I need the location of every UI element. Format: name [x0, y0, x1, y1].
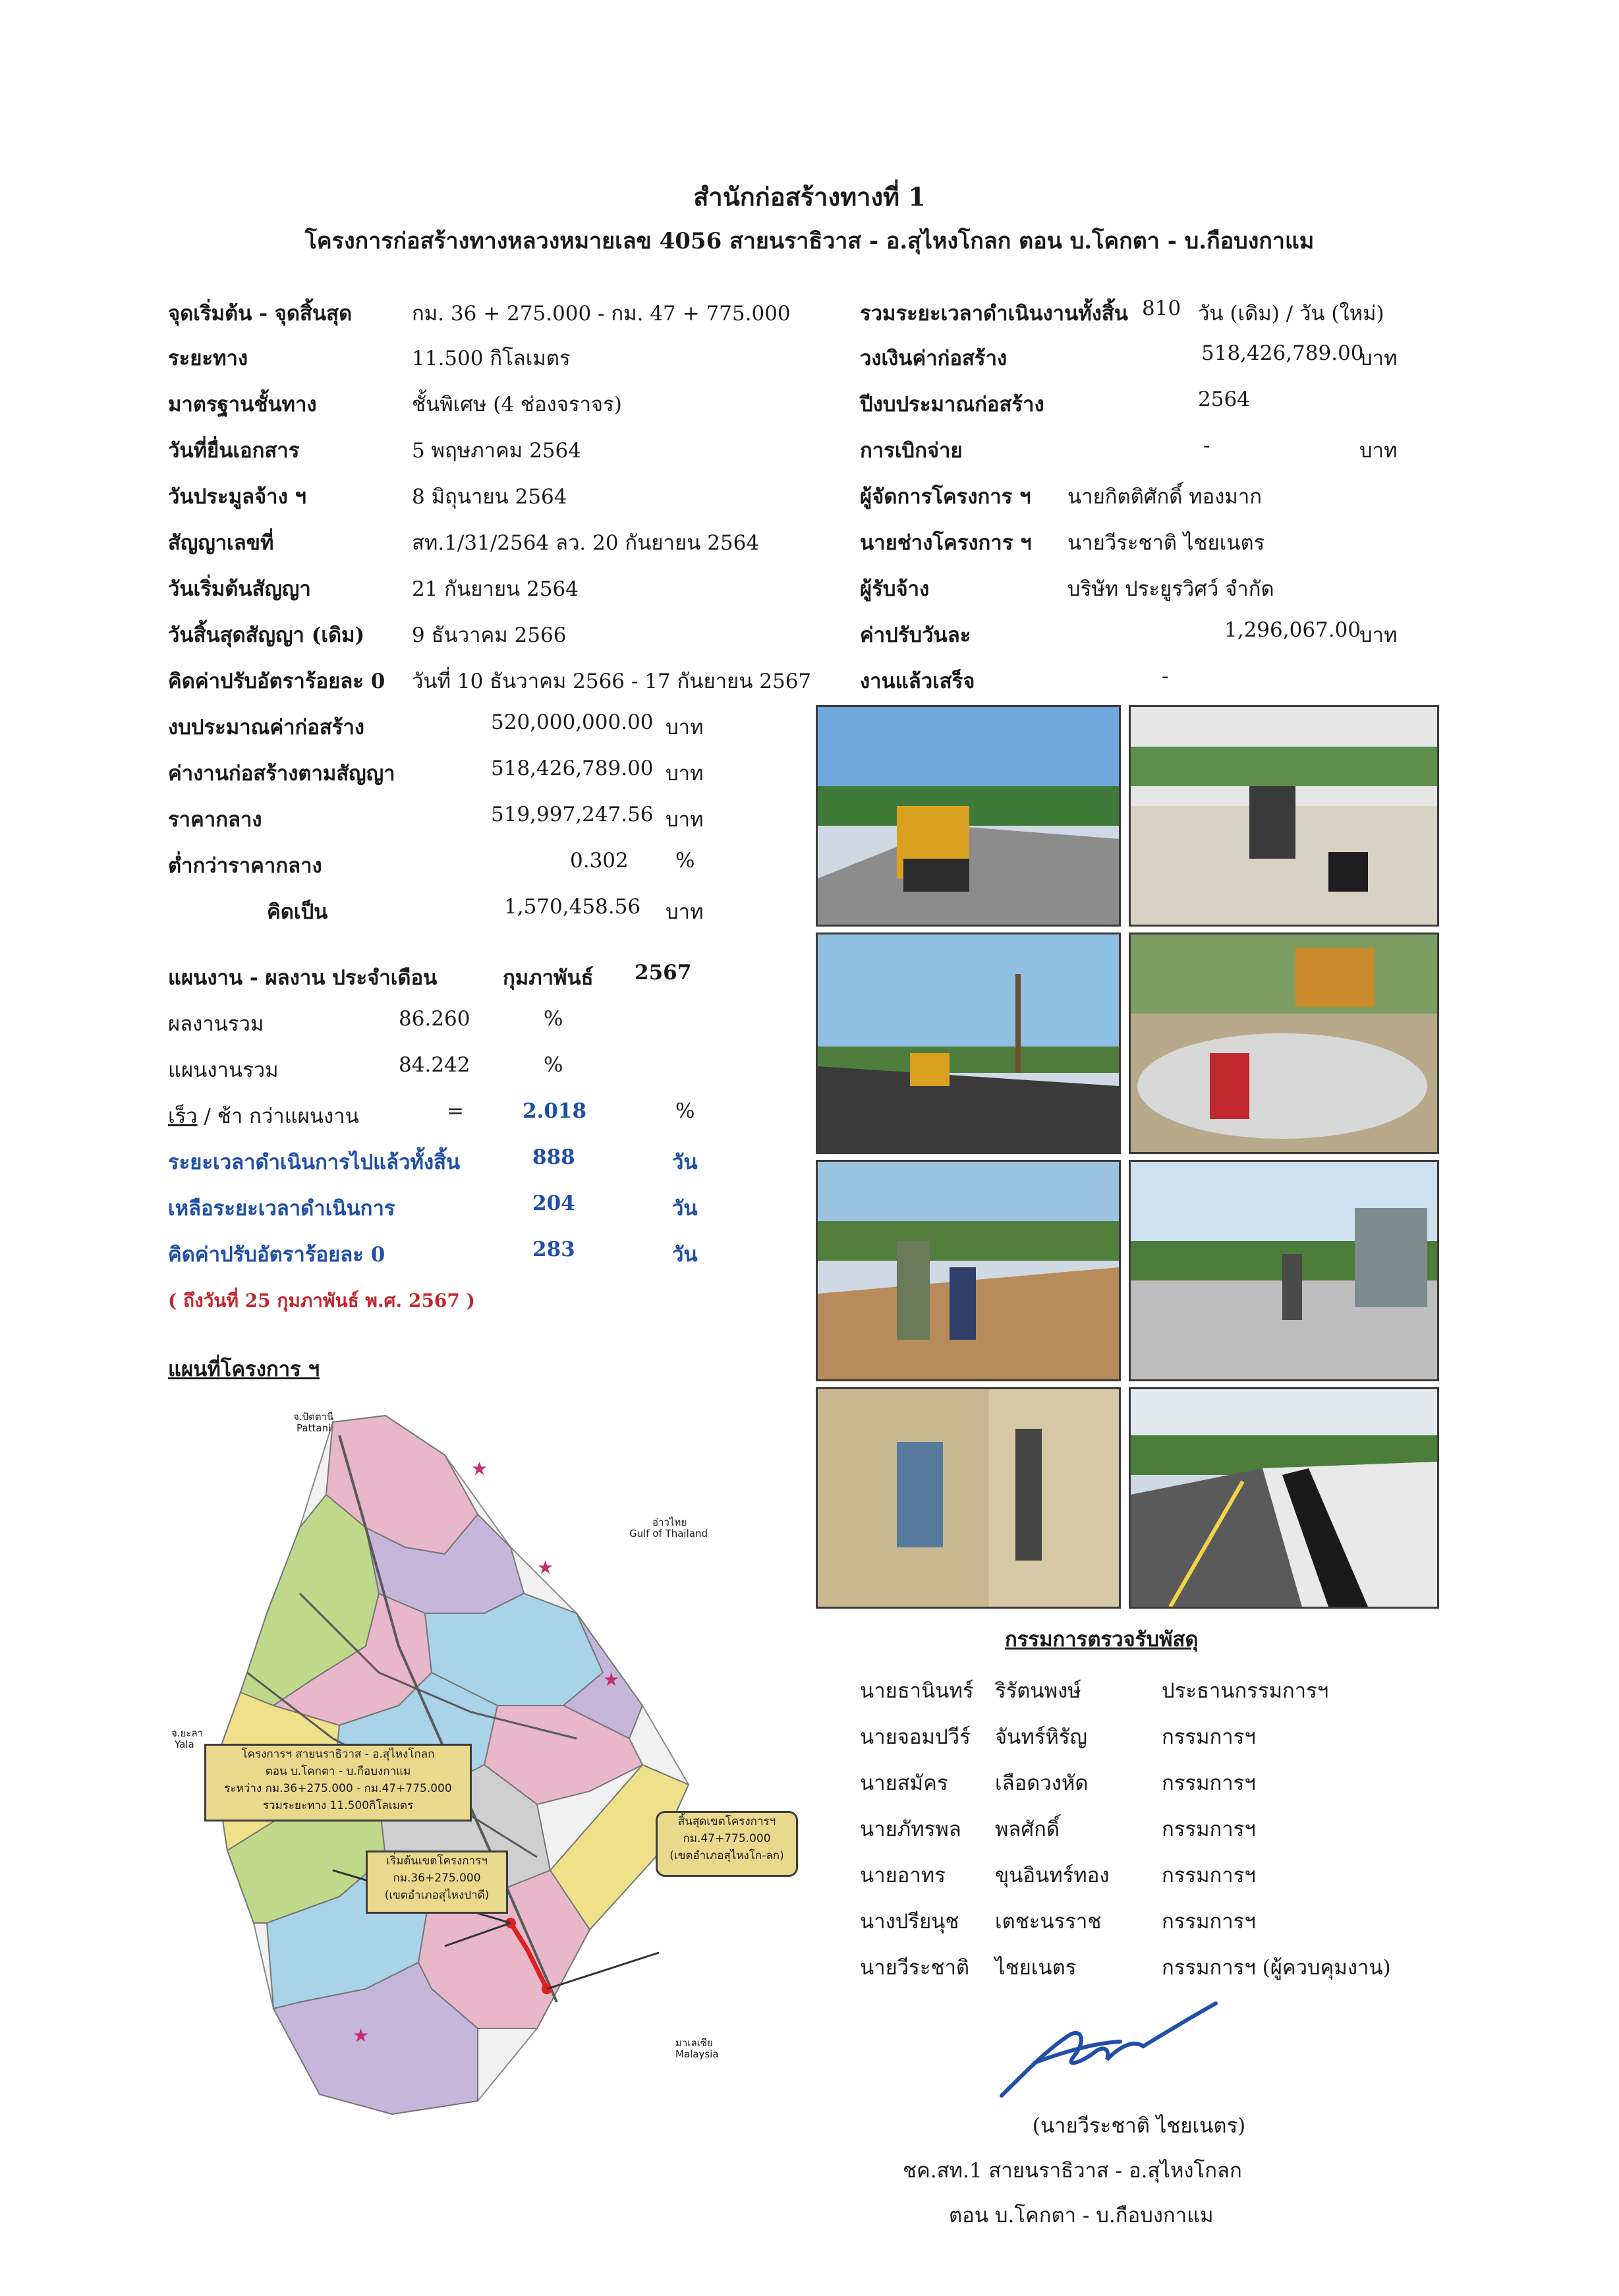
label-gulf-th: อ่าวไทย [652, 1516, 687, 1528]
penalty-unit: วัน [672, 1243, 698, 1267]
member-first: นายภัทรพล [860, 1818, 961, 1841]
photo-worker-curb [816, 1387, 1121, 1609]
info-value: 9 ธันวาคม 2566 [412, 623, 567, 647]
info-value: 8 มิถุนายน 2564 [412, 485, 567, 509]
info-value: กม. 36 + 275.000 - กม. 47 + 775.000 [412, 302, 791, 326]
result-value: 86.260 [399, 1007, 470, 1031]
result-label: ผลงานรวม [168, 1012, 264, 1036]
map-heading: แผนที่โครงการ ฯ [168, 1358, 320, 1381]
info-label: งานแล้วเสร็จ [860, 670, 975, 693]
office-title: สำนักก่อสร้างทางที่ 1 [693, 182, 926, 212]
info-label: วันประมูลจ้าง ฯ [168, 485, 306, 509]
info-unit: บาท [1359, 623, 1398, 647]
total-duration-unit: วัน (เดิม) / วัน (ใหม่) [1198, 302, 1384, 326]
budget-unit: บาท [666, 716, 704, 739]
member-first: นายวีระชาติ [860, 1956, 970, 1980]
elapsed-label: ระยะเวลาดำเนินการไปแล้วทั้งสิ้น [168, 1151, 461, 1174]
member-first: นางปรียนุช [860, 1910, 959, 1934]
info-label: วันสิ้นสุดสัญญา (เดิม) [168, 623, 365, 647]
budget-value: 0.302 [570, 849, 629, 873]
progress-heading: แผนงาน - ผลงาน ประจำเดือน [168, 966, 438, 990]
label-pattani-en: Pattani [297, 1422, 331, 1434]
remain-value: 204 [532, 1191, 575, 1215]
total-duration-value: 810 [1142, 297, 1181, 320]
member-role: กรรมการฯ (ผู้ควบคุมงาน) [1162, 1956, 1391, 1980]
signer-position-1: ชค.สท.1 สายนราธิวาส - อ.สุไหงโกลก [903, 2159, 1242, 2183]
progress-year: 2567 [635, 961, 692, 985]
photo-worker-survey [1129, 705, 1439, 927]
info-label: วันที่ยื่นเอกสาร [168, 439, 300, 463]
budget-label: ค่างานก่อสร้างตามสัญญา [168, 762, 395, 786]
info-value: นายวีระชาติ ไชยเนตร [1067, 531, 1265, 555]
svg-text:★: ★ [471, 1458, 488, 1479]
info-value: บริษัท ประยูรวิศว์ จำกัด [1067, 577, 1274, 601]
member-last: ริรัตนพงษ์ [995, 1679, 1081, 1703]
info-value: วันที่ 10 ธันวาคม 2566 - 17 กันยายน 2567 [412, 670, 812, 693]
callout-line: ตอน บ.โคกตา - บ.กือบงกาแม [265, 1765, 411, 1778]
project-map [168, 1396, 784, 2140]
member-first: นายธานินทร์ [860, 1679, 974, 1703]
budget-label: ต่ำกว่าราคากลาง [168, 854, 322, 878]
callout-end [656, 1811, 798, 1877]
callout-line: (เขตอำเภอสุไหงโก-ลก) [669, 1849, 784, 1862]
callout-line: กม.36+275.000 [393, 1872, 481, 1885]
photo-pipe-culvert [1129, 933, 1439, 1154]
elapsed-value: 888 [532, 1145, 575, 1169]
member-first: นายอาทร [860, 1864, 946, 1887]
info-value: 2564 [1198, 387, 1250, 411]
budget-unit: บาท [666, 762, 704, 786]
callout-start [366, 1851, 508, 1914]
budget-unit: บาท [666, 900, 704, 924]
photo-road-roller [816, 705, 1121, 927]
info-value: 518,426,789.00 [1201, 341, 1364, 365]
plan-value: 84.242 [399, 1053, 470, 1077]
plan-label: แผนงานรวม [168, 1058, 279, 1082]
callout-line: กม.47+775.000 [683, 1832, 771, 1845]
info-value: - [1203, 434, 1210, 457]
slow-word: / ช้า กว่าแผนงาน [197, 1105, 359, 1128]
remain-label: เหลือระยะเวลาดำเนินการ [168, 1197, 395, 1220]
info-label: นายช่างโครงการ ฯ [860, 531, 1032, 555]
info-label: ผู้รับจ้าง [860, 577, 930, 601]
info-unit: บาท [1359, 347, 1398, 370]
member-role: กรรมการฯ [1162, 1771, 1256, 1795]
info-label: สัญญาเลขที่ [168, 531, 274, 555]
budget-value: 519,997,247.56 [491, 803, 654, 826]
budget-unit: บาท [666, 808, 704, 832]
member-last: เตชะนรราช [995, 1910, 1102, 1934]
info-label: ค่าปรับวันละ [860, 623, 971, 647]
svg-text:★: ★ [537, 1557, 554, 1578]
info-label: ผู้จัดการโครงการ ฯ [860, 485, 1031, 509]
info-unit: บาท [1359, 439, 1398, 463]
committee-heading: กรรมการตรวจรับพัสดุ [1005, 1628, 1199, 1651]
budget-value: 1,570,458.56 [504, 895, 641, 919]
budget-label: คิดเป็น [267, 900, 328, 924]
member-last: จันทร์หิรัญ [995, 1725, 1087, 1749]
remain-unit: วัน [672, 1197, 698, 1220]
photo-barrier-work [1129, 1160, 1439, 1381]
label-yala-th: จ.ยะลา [171, 1727, 204, 1739]
info-value: 1,296,067.00 [1224, 618, 1361, 642]
photo-roller-asphalt [816, 933, 1121, 1154]
fast-value: 2.018 [523, 1099, 587, 1123]
label-pattani-th: จ.ปัตตานี [293, 1411, 334, 1423]
total-duration-label: รวมระยะเวลาดำเนินงานทั้งสิ้น [860, 302, 1128, 326]
result-unit: % [544, 1007, 563, 1031]
info-label: จุดเริ่มต้น - จุดสิ้นสุด [168, 302, 353, 326]
progress-month: กุมภาพันธ์ [503, 966, 594, 990]
info-value: สท.1/31/2564 ลว. 20 กันยายน 2564 [412, 531, 760, 555]
info-value: - [1162, 664, 1169, 688]
penalty-label: คิดค่าปรับอัตราร้อยละ 0 [168, 1243, 385, 1267]
member-first: นายสมัคร [860, 1771, 948, 1795]
svg-text:★: ★ [603, 1669, 620, 1690]
equals-sign: = [447, 1099, 464, 1123]
info-label: วันเริ่มต้นสัญญา [168, 577, 311, 601]
budget-value: 520,000,000.00 [491, 710, 654, 734]
member-last: ไชยเนตร [995, 1956, 1077, 1980]
info-label: ระยะทาง [168, 347, 248, 370]
label-gulf-en: Gulf of Thailand [629, 1528, 708, 1539]
member-role: กรรมการฯ [1162, 1910, 1256, 1934]
info-label: มาตรฐานชั้นทาง [168, 393, 317, 416]
callout-line: รวมระยะทาง 11.500กิโลเมตร [262, 1799, 414, 1812]
info-value: 21 กันยายน 2564 [412, 577, 579, 601]
member-role: ประธานกรรมการฯ [1162, 1679, 1329, 1703]
info-label: ปีงบประมาณก่อสร้าง [860, 393, 1044, 416]
member-last: ขุนอินทร์ทอง [995, 1864, 1110, 1887]
member-role: กรรมการฯ [1162, 1818, 1256, 1841]
fast-unit: % [675, 1099, 695, 1123]
info-label: วงเงินค่าก่อสร้าง [860, 347, 1008, 370]
callout-line: สิ้นสุดเขตโครงการฯ [677, 1815, 776, 1828]
svg-text:★: ★ [353, 2024, 370, 2046]
photo-painting-barrier [1129, 1387, 1439, 1609]
member-last: พลศักดิ์ [995, 1818, 1060, 1841]
callout-line: (เขตอำเภอสุไหงปาดี) [384, 1889, 490, 1902]
fast-word: เร็ว [168, 1105, 198, 1128]
callout-line: โครงการฯ สายนราธิวาส - อ.สุไหงโกลก [241, 1748, 435, 1761]
label-yala-en: Yala [175, 1738, 194, 1750]
info-value: 11.500 กิโลเมตร [412, 347, 571, 370]
budget-label: ราคากลาง [168, 808, 262, 832]
penalty-value: 283 [532, 1238, 575, 1261]
project-title: โครงการก่อสร้างทางหลวงหมายเลข 4056 สายนราธิวาส - อ.สุไหงโกลก ตอน บ.โคกตา - บ.กือบงกาแม [304, 228, 1315, 254]
as-of-date: ( ถึงวันที่ 25 กุมภาพันธ์ พ.ศ. 2567 ) [168, 1290, 475, 1311]
budget-unit: % [675, 849, 695, 873]
signer-position-2: ตอน บ.โคกตา - บ.กือบงกาแม [949, 2204, 1214, 2227]
elapsed-unit: วัน [672, 1151, 698, 1174]
member-role: กรรมการฯ [1162, 1725, 1256, 1749]
budget-label: งบประมาณค่าก่อสร้าง [168, 716, 365, 739]
info-value: นายกิตติศักดิ์ ทองมาก [1067, 485, 1263, 509]
handwritten-signature [988, 1990, 1226, 2109]
signer-name-text: (นายวีระชาติ ไชยเนตร) [1032, 2114, 1246, 2138]
label-malaysia-en: Malaysia [675, 2048, 719, 2060]
label-malaysia-th: มาเลเซีย [675, 2037, 713, 2049]
callout-project [204, 1744, 472, 1822]
callout-line: เริ่มต้นเขตโครงการฯ [386, 1854, 488, 1868]
member-last: เลือดวงหัด [995, 1771, 1089, 1795]
info-value: 5 พฤษภาคม 2564 [412, 439, 581, 463]
member-first: นายจอมปวีร์ [860, 1725, 971, 1749]
plan-unit: % [544, 1053, 563, 1077]
member-role: กรรมการฯ [1162, 1864, 1256, 1887]
signer-name [0, 2109, 1619, 2142]
budget-value: 518,426,789.00 [491, 757, 654, 780]
info-label: คิดค่าปรับอัตราร้อยละ 0 [168, 670, 385, 693]
info-value: ชั้นพิเศษ (4 ช่องจราจร) [412, 393, 622, 416]
info-label: การเบิกจ่าย [860, 439, 963, 463]
photo-workers-trench [816, 1160, 1121, 1381]
fast-slow-label [168, 1099, 359, 1132]
callout-line: ระหว่าง กม.36+275.000 - กม.47+775.000 [224, 1782, 452, 1795]
